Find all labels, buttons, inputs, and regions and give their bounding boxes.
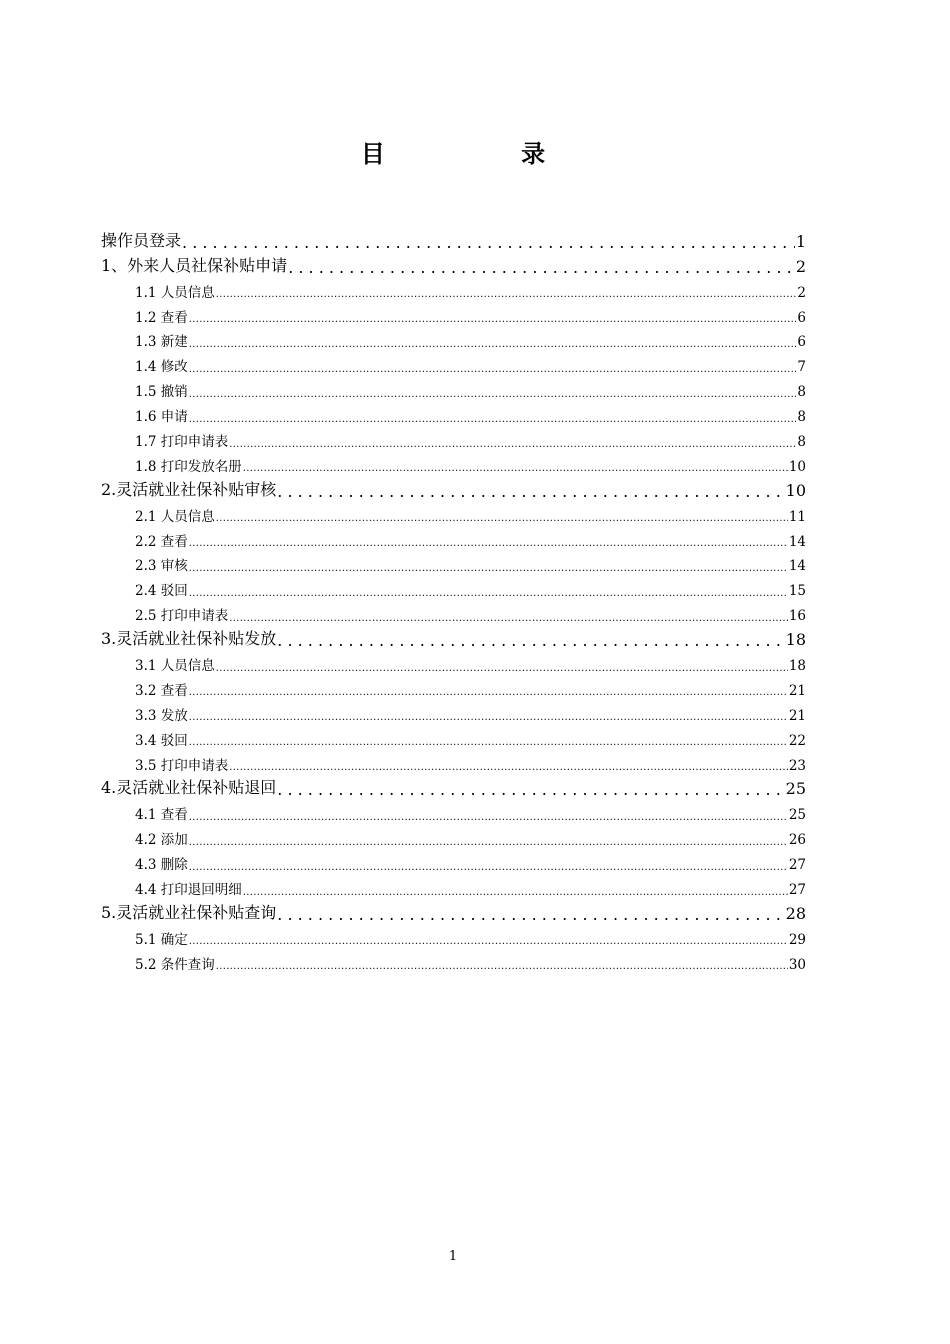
- toc-entry-label: 4.1 查看: [135, 807, 188, 824]
- toc-dot-leader: [189, 810, 788, 824]
- toc-entry-section[interactable]: [101, 350, 806, 375]
- toc-entry-label: 2.4 驳回: [135, 583, 188, 600]
- toc-entry-page: 25: [785, 779, 806, 799]
- toc-dot-leader: [277, 484, 784, 500]
- toc-entry-page: 8: [797, 384, 806, 401]
- toc-entry-label: 3.1 人员信息: [135, 658, 215, 675]
- toc-entry-page: 21: [788, 682, 806, 699]
- toc-dot-leader: [216, 287, 797, 301]
- toc-entry-chapter[interactable]: [101, 774, 806, 799]
- toc-entry-section[interactable]: [101, 848, 806, 873]
- toc-entry-section[interactable]: [101, 450, 806, 475]
- toc-entry-chapter[interactable]: [101, 251, 806, 276]
- toc-entry-label: 1.1 人员信息: [135, 284, 215, 301]
- toc-entry-page: 28: [785, 903, 806, 923]
- toc-entry-section[interactable]: [101, 326, 806, 351]
- toc-entry-page: 18: [785, 630, 806, 650]
- toc-entry-label: 1.3 新建: [135, 334, 188, 351]
- toc-dot-leader: [277, 907, 784, 923]
- toc-entry-label: 4.2 添加: [135, 832, 188, 849]
- toc-dot-leader: [243, 885, 788, 899]
- toc-entry-label: 3.2 查看: [135, 682, 188, 699]
- toc-dot-leader: [189, 536, 788, 550]
- toc-entry-chapter[interactable]: [101, 624, 806, 649]
- toc-entry-section[interactable]: [101, 550, 806, 575]
- toc-entry-chapter[interactable]: [101, 898, 806, 923]
- toc-entry-section[interactable]: [101, 923, 806, 948]
- table-of-contents: [101, 226, 806, 973]
- toc-entry-section[interactable]: [101, 948, 806, 973]
- toc-dot-leader: [189, 337, 797, 351]
- toc-entry-section[interactable]: [101, 276, 806, 301]
- toc-entry-label: 操作员登录: [101, 230, 182, 250]
- toc-entry-page: 30: [788, 956, 806, 973]
- toc-entry-label: 3.4 驳回: [135, 732, 188, 749]
- toc-dot-leader: [189, 860, 788, 874]
- toc-entry-page: 27: [788, 882, 806, 899]
- toc-entry-page: 29: [788, 931, 806, 948]
- toc-dot-leader: [277, 782, 784, 798]
- toc-entry-label: 1.8 打印发放名册: [135, 458, 242, 475]
- toc-entry-section[interactable]: [101, 301, 806, 326]
- toc-entry-page: 1: [795, 231, 806, 251]
- toc-entry-section[interactable]: [101, 674, 806, 699]
- toc-dot-leader: [189, 586, 788, 600]
- toc-entry-page: 2: [795, 256, 806, 276]
- toc-entry-label: 3.灵活就业社保补贴发放: [101, 629, 277, 649]
- toc-entry-section[interactable]: [101, 649, 806, 674]
- toc-entry-page: 25: [788, 807, 806, 824]
- toc-dot-leader: [189, 362, 797, 376]
- toc-entry-chapter[interactable]: [101, 226, 806, 251]
- toc-entry-section[interactable]: [101, 500, 806, 525]
- toc-entry-section[interactable]: [101, 375, 806, 400]
- toc-entry-section[interactable]: [101, 724, 806, 749]
- toc-dot-leader: [189, 387, 797, 401]
- toc-entry-page: 26: [788, 832, 806, 849]
- toc-entry-page: 11: [788, 508, 806, 525]
- toc-entry-label: 4.3 删除: [135, 857, 188, 874]
- toc-entry-page: 2: [797, 284, 806, 301]
- toc-entry-section[interactable]: [101, 425, 806, 450]
- toc-entry-label: 2.灵活就业社保补贴审核: [101, 479, 277, 499]
- toc-dot-leader: [189, 710, 788, 724]
- page-number: 1: [448, 1249, 458, 1264]
- toc-entry-section[interactable]: [101, 749, 806, 774]
- toc-dot-leader: [189, 561, 788, 575]
- toc-dot-leader: [216, 511, 788, 525]
- toc-dot-leader: [189, 412, 797, 426]
- toc-entry-page: 22: [788, 732, 806, 749]
- toc-entry-label: 1.4 修改: [135, 359, 188, 376]
- toc-entry-label: 5.灵活就业社保补贴查询: [101, 902, 277, 922]
- toc-entry-section[interactable]: [101, 525, 806, 550]
- toc-entry-page: 27: [788, 857, 806, 874]
- toc-entry-section[interactable]: [101, 873, 806, 898]
- toc-dot-leader: [189, 312, 797, 326]
- toc-entry-label: 2.2 查看: [135, 533, 188, 550]
- toc-dot-leader: [189, 835, 788, 849]
- toc-entry-page: 8: [797, 434, 806, 451]
- toc-entry-section[interactable]: [101, 400, 806, 425]
- toc-entry-page: 6: [797, 309, 806, 326]
- toc-entry-page: 7: [797, 359, 806, 376]
- toc-entry-section[interactable]: [101, 798, 806, 823]
- toc-entry-label: 1.5 撤销: [135, 384, 188, 401]
- toc-entry-label: 2.3 审核: [135, 558, 188, 575]
- toc-entry-page: 16: [788, 608, 806, 625]
- toc-dot-leader: [288, 260, 795, 276]
- toc-entry-page: 14: [788, 533, 806, 550]
- toc-entry-page: 21: [788, 707, 806, 724]
- toc-entry-page: 6: [797, 334, 806, 351]
- toc-entry-page: 10: [788, 458, 806, 475]
- page-title: 目 录: [360, 139, 610, 168]
- toc-dot-leader: [216, 661, 788, 675]
- toc-dot-leader: [182, 235, 795, 251]
- toc-entry-section[interactable]: [101, 599, 806, 624]
- toc-entry-page: 15: [788, 583, 806, 600]
- toc-entry-chapter[interactable]: [101, 475, 806, 500]
- toc-entry-page: 10: [785, 480, 806, 500]
- toc-dot-leader: [229, 437, 796, 451]
- toc-entry-label: 3.5 打印申请表: [135, 757, 229, 774]
- toc-dot-leader: [189, 934, 788, 948]
- toc-entry-label: 4.4 打印退回明细: [135, 882, 242, 899]
- toc-entry-label: 5.2 条件查询: [135, 956, 215, 973]
- toc-entry-label: 5.1 确定: [135, 931, 188, 948]
- toc-dot-leader: [229, 611, 788, 625]
- toc-entry-label: 1、外来人员社保补贴申请: [101, 255, 288, 275]
- toc-entry-section[interactable]: [101, 823, 806, 848]
- toc-entry-page: 23: [788, 757, 806, 774]
- toc-dot-leader: [189, 735, 788, 749]
- toc-dot-leader: [216, 959, 788, 973]
- toc-entry-label: 1.2 查看: [135, 309, 188, 326]
- toc-entry-page: 14: [788, 558, 806, 575]
- toc-entry-label: 1.7 打印申请表: [135, 434, 229, 451]
- toc-dot-leader: [277, 633, 784, 649]
- toc-entry-page: 18: [788, 658, 806, 675]
- toc-dot-leader: [243, 461, 788, 475]
- toc-entry-label: 3.3 发放: [135, 707, 188, 724]
- toc-dot-leader: [229, 760, 788, 774]
- toc-entry-section[interactable]: [101, 699, 806, 724]
- toc-entry-page: 8: [797, 409, 806, 426]
- toc-entry-label: 2.1 人员信息: [135, 508, 215, 525]
- toc-entry-section[interactable]: [101, 574, 806, 599]
- toc-entry-label: 2.5 打印申请表: [135, 608, 229, 625]
- toc-entry-label: 1.6 申请: [135, 409, 188, 426]
- toc-entry-label: 4.灵活就业社保补贴退回: [101, 778, 277, 798]
- toc-dot-leader: [189, 685, 788, 699]
